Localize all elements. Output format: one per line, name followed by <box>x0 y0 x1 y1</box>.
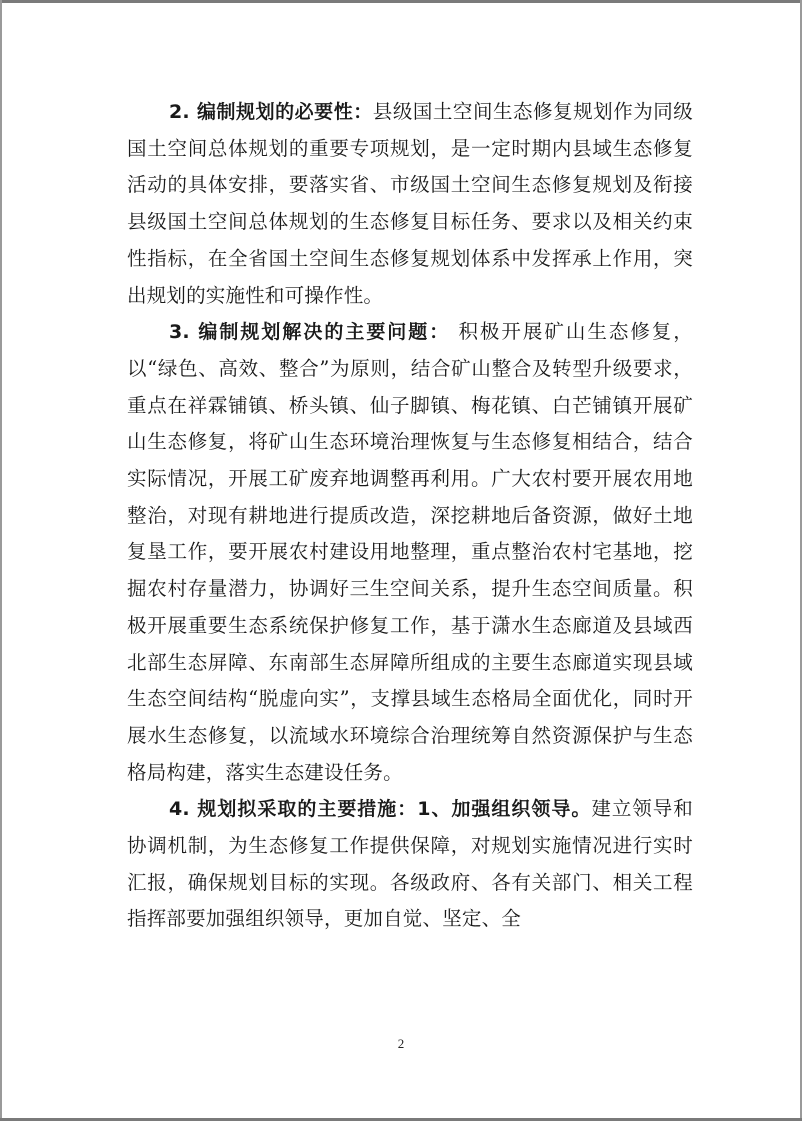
paragraph-heading: 3. 编制规划解决的主要问题： <box>169 321 451 344</box>
paragraph-text: 积极开展矿山生态修复，以“绿色、高效、整合”为原则，结合矿山整合及转型升级要求，重点在祥霖铺镇、桥头镇、仙子脚镇、梅花镇、白芒铺镇开展矿山生态修复，将矿山生态环境治理恢复与生态修复相结合，结合实际情况，开展工矿废弃地调整再利用。广大农村要开展农用地整治，对现有耕地进行提质改造，深挖耕地后备资源，做好土地复垦工作，要开展农村建设用地整理，重点整治农村宅基地，挖掘农村存量潜力，协调好三生空间关系，提升生态空间质量。积极开展重要生态系统保护修复工作，基于潇水生态廊道及县域西北部生态屏障、东南部生态屏障所组成的主要生态廊道实现县域生态空间结构“脱虚向实”，支撑县域生态格局全面优化，同时开展水生态修复，以流域水环境综合治理统筹自然资源保护与生态格局构建，落实生态建设任务。 <box>127 320 693 784</box>
paragraph-text: 县级国土空间生态修复规划作为同级国土空间总体规划的重要专项规划，是一定时期内县域生态修复活动的具体安排，要落实省、市级国土空间生态修复规划及衔接县级国土空间总体规划的生态修复目标任务、要求以及相关约束性指标，在全省国土空间生态修复规划体系中发挥承上作用，突出规划的实施性和可操作性。 <box>127 100 693 307</box>
scan-edge-top <box>0 0 802 3</box>
paragraph-text: 建立领导和协调机制，为生态修复工作提供保障，对规划实施情况进行实时汇报，确保规划目标的实现。各级政府、各有关部门、相关工程指挥部要加强组织领导，更加自觉、坚定、全 <box>127 797 693 931</box>
paragraph-measures <box>127 791 693 938</box>
body-text <box>127 94 693 938</box>
scan-edge-left <box>0 0 2 1121</box>
paragraph-heading: 4. 规划拟采取的主要措施： <box>169 798 418 821</box>
paragraph-emphasis: 1、加强组织领导。 <box>417 798 592 821</box>
page-number: 2 <box>397 1036 405 1051</box>
paragraph-problems <box>127 314 693 791</box>
paragraph-necessity <box>127 94 693 314</box>
paragraph-heading: 2. 编制规划的必要性： <box>169 101 373 123</box>
